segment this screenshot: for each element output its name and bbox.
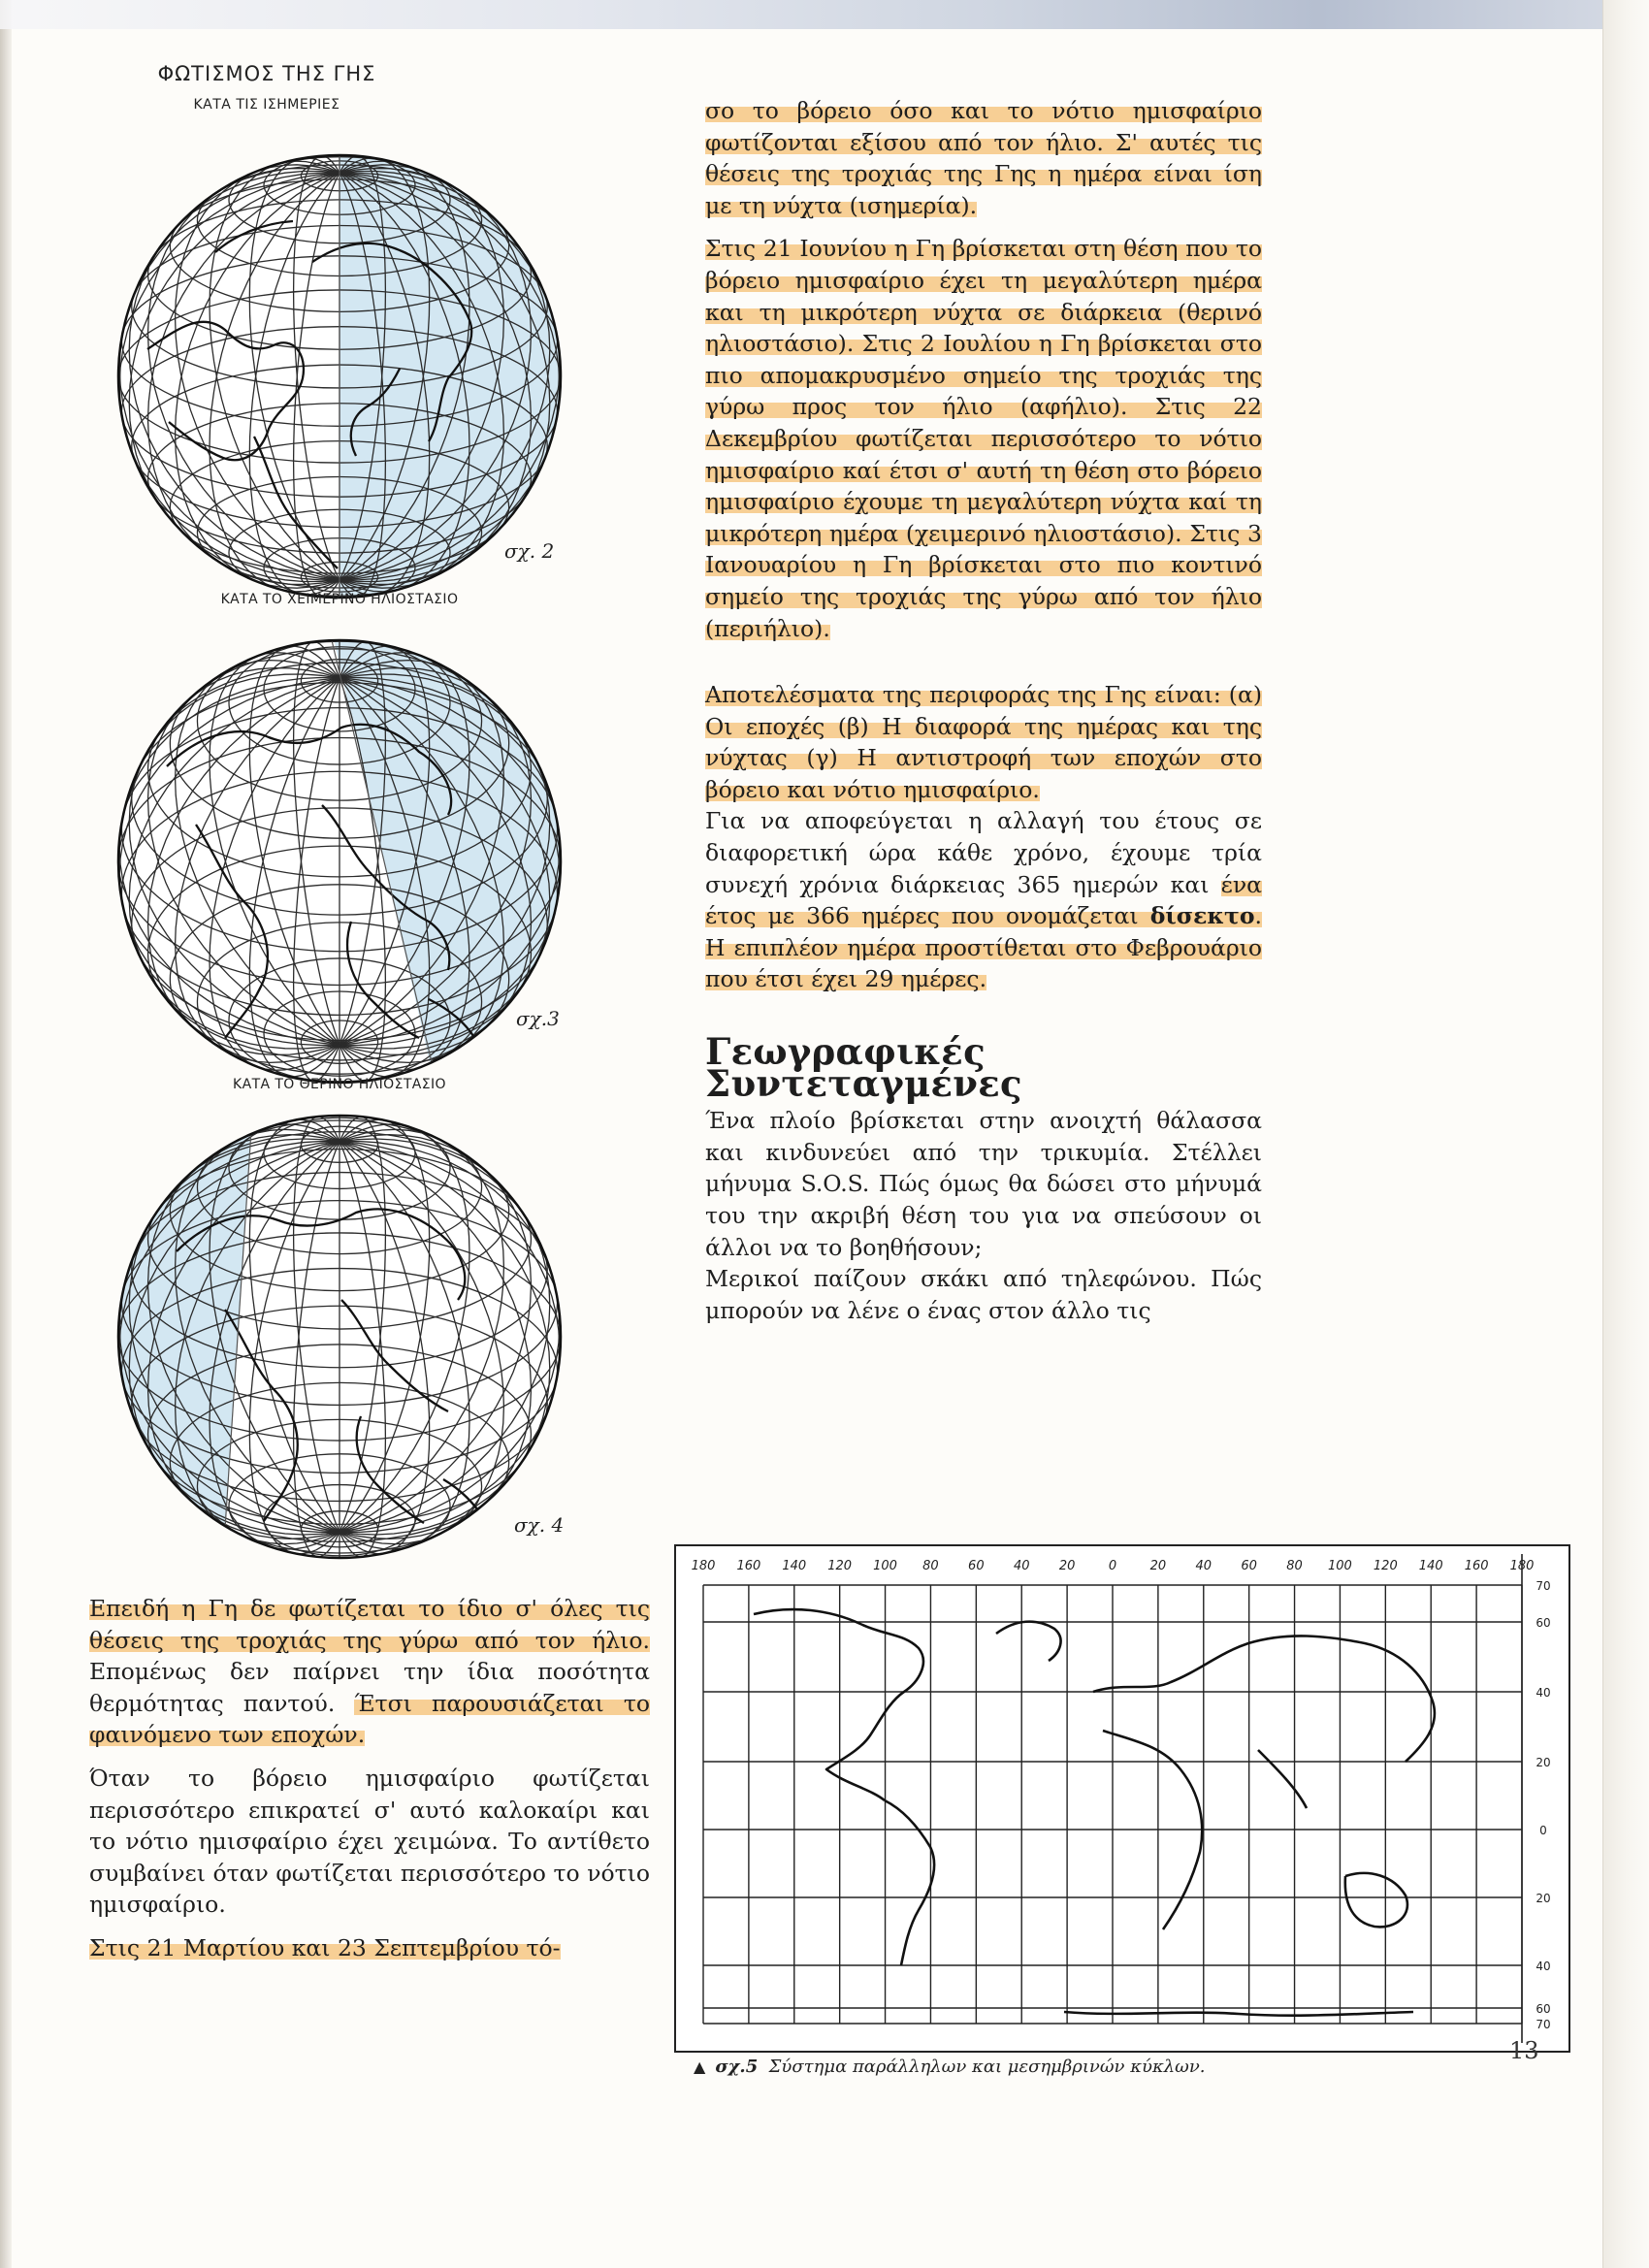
winter-solstice-label: ΚΑΤΑ ΤΟ ΧΕΙΜΕΡΙΝΟ ΗΛΙΟΣΤΑΣΙΟ	[220, 592, 459, 607]
latitude-label: 70	[1536, 1579, 1551, 1593]
longitude-label: 120	[827, 1559, 853, 1573]
longitude-label: 180	[691, 1559, 716, 1573]
fig5-caption-text: Σύστημα παράλληλων και μεσημβρινών κύκλων.	[768, 2057, 1206, 2077]
longitude-label: 100	[1328, 1559, 1352, 1573]
left-text-column	[89, 1593, 650, 1976]
fig3-caption: σχ.3	[516, 1007, 560, 1030]
globe-summer-solstice	[109, 1106, 570, 1568]
paragraph-seasons	[89, 1593, 650, 1751]
map-coastline	[1258, 1750, 1307, 1808]
page-edge	[1602, 0, 1649, 2268]
text-run: Μερικοί παίζουν σκάκι από τηλεφώνου. Πώς μπορούν να λένε ο ένας στον άλλο τις	[705, 1265, 1262, 1324]
map-coastline	[1064, 2012, 1413, 2016]
latitude-label: 0	[1539, 1824, 1547, 1837]
paragraph-results	[705, 679, 1262, 805]
highlighted-text: Στις 21 Μαρτίου και 23 Σεπτεμβρίου τό-	[89, 1933, 561, 1961]
latitude-label: 40	[1536, 1960, 1551, 1973]
longitude-label: 140	[1418, 1559, 1443, 1573]
paragraph-equinox-start	[89, 1932, 650, 1964]
latitude-label: 60	[1536, 2002, 1551, 2016]
globe-body	[109, 1106, 561, 1568]
fig5-number: σχ.5	[715, 2057, 759, 2077]
map-coastline	[1093, 1636, 1435, 1762]
text-run: Όταν το βόρειο ημισφαίριο φωτίζεται περισσότερο επικρατεί σ' αυτό καλοκαίρι και το νότιο ημισφαίριο έχει χειμώνα. Το αντίθετο συμβαίνει όταν φωτίζεται περισσότερο το νότιο ημισφαίριο.	[89, 1764, 650, 1919]
longitude-label: 80	[1286, 1559, 1303, 1573]
text-run: Ένα πλοίο βρίσκεται στην ανοιχτή θάλασσα και κινδυνεύει από την τρικυμία. Στέλλει μήνυμα S.O.S. Πώς όμως θα δώσει στο μήνυμά του την ακριβή θέση του για να σπεύσουν οι άλλοι να το βοηθήσουν;	[705, 1107, 1262, 1261]
map-coastline	[1345, 1873, 1407, 1927]
scan-shadow-left	[0, 0, 12, 2268]
longitude-label: 20	[1149, 1559, 1167, 1573]
longitude-label: 100	[873, 1559, 897, 1573]
latitude-label: 20	[1536, 1892, 1551, 1905]
longitude-label: 0	[1108, 1559, 1117, 1573]
world-map-figure	[674, 1544, 1570, 2053]
map-coastline	[996, 1622, 1061, 1661]
highlighted-text: . Η επιπλέον ημέρα προστίθεται στο Φεβρουάριο που έτσι έχει 29 ημέρες.	[705, 902, 1262, 993]
paragraph-leap-year	[705, 805, 1262, 995]
globe-body	[118, 146, 570, 607]
highlighted-text: Αποτελέσματα της περιφοράς της Γης είναι: (α) Οι εποχές (β) Η διαφορά της ημέρας και της νύχτας (γ) Η αντιστροφή των εποχών στο βόρειο και νότιο ημισφαίριο.	[705, 681, 1262, 803]
latitude-label: 70	[1536, 2018, 1551, 2031]
globe-equinox	[109, 146, 570, 607]
text-run: Για να αποφεύγεται η αλλαγή του έτους σε διαφορετική ώρα κάθε χρόνο, έχουμε τρία συνεχή χρόνια διάρκειας 365 ημερών και	[705, 807, 1262, 898]
highlighted-text: Έτσι παρουσιάζεται το φαινόμενο των εποχών.	[89, 1689, 650, 1749]
latitude-label: 20	[1536, 1756, 1551, 1769]
longitude-label: 40	[1013, 1559, 1030, 1573]
paragraph-ship	[705, 1105, 1262, 1263]
paragraph-equinox-cont	[705, 95, 1262, 221]
paragraph-hemispheres	[89, 1763, 650, 1921]
highlighted-text: ένα έτος με 366 ημέρες που ονομάζεται	[705, 870, 1262, 930]
map-caption	[694, 2057, 1567, 2077]
map-coastline	[885, 1800, 934, 1965]
globe-winter-solstice	[109, 631, 570, 1092]
longitude-label: 160	[1464, 1559, 1489, 1573]
longitude-label: 40	[1195, 1559, 1212, 1573]
globe-body	[118, 631, 570, 1092]
figure-title: ΦΩΤΙΣΜΟΣ ΤΗΣ ΓΗΣ	[157, 62, 376, 85]
summer-solstice-label: ΚΑΤΑ ΤΟ ΘΕΡΙΝΟ ΗΛΙΟΣΤΑΣΙΟ	[233, 1077, 446, 1092]
paragraph-chess	[705, 1263, 1262, 1326]
paragraph-solstices	[705, 233, 1262, 644]
triangle-icon: ▲	[694, 2057, 706, 2076]
highlighted-text: Στις 21 Ιουνίου η Γη βρίσκεται στη θέση που το βόρειο ημισφαίριο έχει τη μεγαλύτερη ημέρα και τη μικρότερη νύχτα σε διάρκεια (θερινό ηλιοστάσιο). Στις 2 Ιουλίου η Γη βρίσκεται στο πιο απομακρυσμένο σημείο της τροχιάς της γύρω προς τον ήλιο (αφήλιο). Στις 22 Δεκεμβρίου φωτίζεται περισσότερο το νότιο ημισφαίριο καί έτσι σ' αυτή τη θέση στο βόρειο ημισφαίριο έχουμε τη μεγαλύτερη νύχτα καί τη μικρότερη ημέρα (χειμερινό ηλιοστάσιο). Στις 3 Ιανουαρίου η Γη βρίσκεται στο πιο κοντινό σημείο της τροχιάς της γύρω από τον ήλιο (περιήλιο).	[705, 235, 1262, 642]
longitude-label: 80	[922, 1559, 939, 1573]
world-grid-map	[676, 1546, 1568, 2051]
scan-artifact-top	[0, 0, 1649, 29]
right-text-column	[705, 95, 1262, 1338]
longitude-label: 20	[1058, 1559, 1076, 1573]
highlighted-text: δίσεκτο	[1149, 902, 1255, 930]
fig2-caption: σχ. 2	[504, 539, 555, 563]
latitude-label: 40	[1536, 1686, 1551, 1700]
map-coastline	[754, 1609, 923, 1800]
longitude-label: 120	[1373, 1559, 1398, 1573]
highlighted-text: σο το βόρειο όσο και το νότιο ημισφαίριο φωτίζονται εξίσου από τον ήλιο. Σ' αυτές τις θέσεις της τροχιάς της Γης η ημέρα είναι ίση με τη νύχτα (ισημερία).	[705, 97, 1262, 219]
text-run: Επομένως δεν παίρνει την ίδια ποσότητα θερμότητας παντού.	[89, 1658, 650, 1717]
section-heading: Γεωγραφικές Συντεταγμένες	[705, 1030, 1022, 1105]
longitude-label: 180	[1509, 1559, 1535, 1573]
fig4-caption: σχ. 4	[514, 1513, 565, 1537]
equinox-label: ΚΑΤΑ ΤΙΣ ΙΣΗΜΕΡΙΕΣ	[193, 97, 340, 113]
longitude-label: 60	[1241, 1559, 1257, 1573]
longitude-label: 160	[736, 1559, 761, 1573]
latitude-label: 60	[1536, 1616, 1551, 1630]
page-number: 13	[1509, 2037, 1539, 2064]
highlighted-text: Επειδή η Γη δε φωτίζεται το ίδιο σ' όλες τις θέσεις της τροχιάς της γύρω από τον ήλιο.	[89, 1595, 650, 1654]
longitude-label: 60	[968, 1559, 985, 1573]
longitude-label: 140	[782, 1559, 807, 1573]
